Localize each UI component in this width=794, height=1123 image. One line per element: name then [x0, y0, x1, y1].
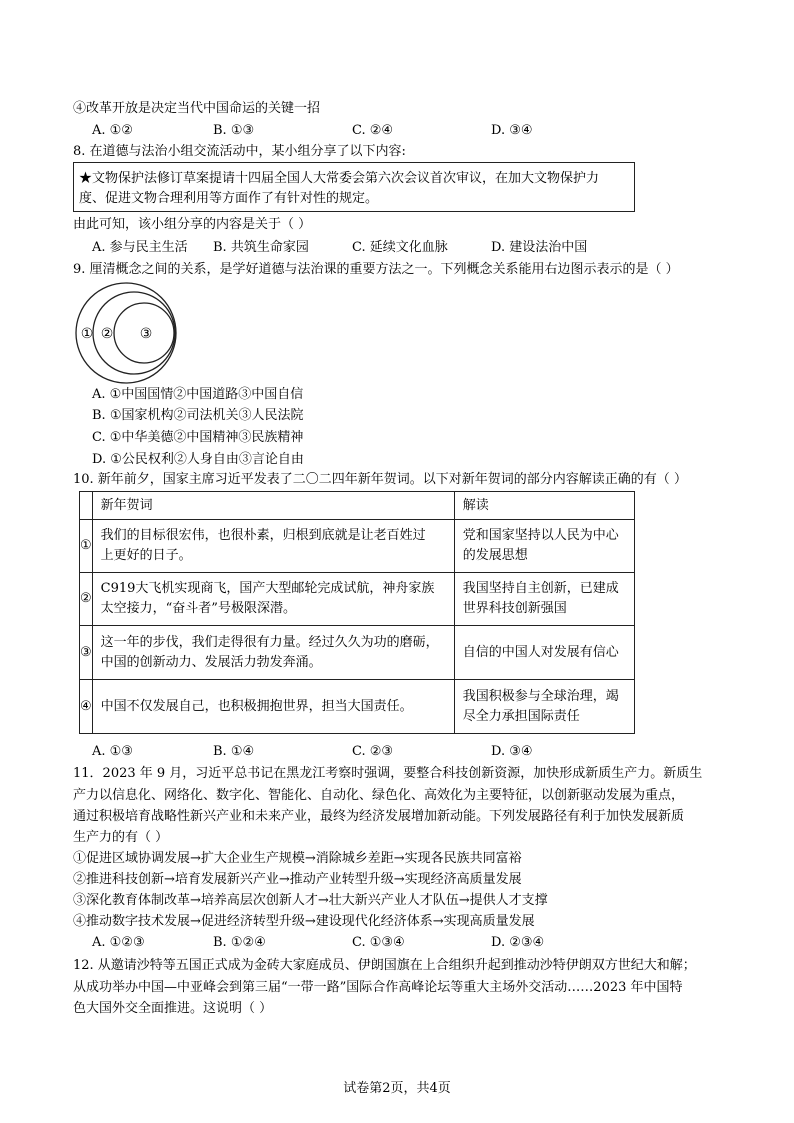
q9-stem: 9. 厘清概念之间的关系，是学好道德与法治课的重要方法之一。下列概念关系能用右边图示表示的是（ ）	[73, 262, 679, 277]
table-row	[80, 573, 635, 626]
q7-option-a: A. ①②	[92, 123, 133, 138]
q9-option-c: C. ①中华美德②中国精神③民族精神	[92, 430, 304, 445]
row-text: C919大飞机实现商飞，国产大型邮轮完成试航，神舟家族	[100, 581, 435, 596]
row-text: 这一年的步伐，我们走得很有力量。经过久久为功的磨砺，	[100, 634, 439, 650]
q9-option-a: A. ①中国国情②中国道路③中国自信	[92, 387, 304, 402]
q8-stem: 8. 在道德与法治小组交流活动中，某小组分享了以下内容:	[73, 144, 406, 159]
q10-option-a: A. ①③	[92, 744, 133, 759]
row-interp: 尽全力承担国际责任	[462, 708, 580, 724]
q8-option-b: B. 共筑生命家园	[213, 240, 309, 255]
q8-option-a: A. 参与民主生活	[92, 240, 188, 255]
row-number: ③	[80, 626, 93, 680]
q11-item3: ③深化教育体制改革→培养高层次创新人才→壮大新兴产业人才队伍→提供人才支撑	[73, 893, 548, 908]
row-interp: 的发展思想	[462, 548, 528, 563]
q11-options	[92, 932, 544, 953]
q11-option-d: D. ②③④	[491, 935, 545, 950]
q7-option-d: D. ③④	[491, 123, 533, 138]
header-interpretation: 解读	[454, 492, 634, 520]
q12-line1: 12. 从邀请沙特等五国正式成为金砖大家庭成员、伊朗国旗在上合组织升起到推动沙特伊朗双方世纪大和解；	[73, 958, 696, 973]
q10-option-c: C. ②③	[352, 744, 394, 759]
q8-option-d: D. 建设法治中国	[491, 240, 588, 255]
q11-item1: ①促进区域协调发展→扩大企业生产规模→消除城乡差距→实现各民族共同富裕	[73, 851, 522, 866]
q8-material-box	[73, 162, 635, 212]
table-row	[80, 680, 635, 734]
q9-option-d: D. ①公民权利②人身自由③言论自由	[92, 452, 304, 467]
row-text: 上更好的日子。	[100, 548, 192, 563]
diagram-label-2: ②	[100, 326, 114, 342]
q10-option-b: B. ①④	[213, 744, 255, 759]
q10-option-d: D. ③④	[491, 744, 533, 759]
q8-option-c: C. 延续文化血脉	[352, 240, 448, 255]
q7-options	[92, 120, 533, 141]
q9-option-b: B. ①国家机构②司法机关③人民法院	[92, 408, 304, 423]
row-text: 中国的创新动力、发展活力勃发奔涌。	[100, 654, 322, 670]
q10-table	[79, 491, 635, 734]
row-interp: 世界科技创新强国	[462, 601, 567, 616]
row-number: ②	[80, 573, 93, 626]
row-interp: 自信的中国人对发展有信心	[462, 644, 619, 660]
q10-options	[92, 741, 533, 762]
q9-concept-diagram	[74, 281, 180, 385]
diagram-label-3: ③	[139, 326, 153, 342]
q7-option-b: B. ①③	[213, 123, 255, 138]
table-row	[80, 520, 635, 573]
q12-line2: 从成功举办中国—中亚峰会到第三届“一带一路”国际合作高峰论坛等重大主场外交活动……2023 年中国特	[73, 980, 683, 995]
header-greeting: 新年贺词	[92, 492, 454, 520]
q11-line1: 11．2023 年 9 月，习近平总书记在黑龙江考察时强调，要整合科技创新资源，加快形成新质生产力。新质生	[73, 766, 703, 781]
row-number: ①	[80, 520, 93, 573]
q7-item4: ④改革开放是决定当代中国命运的关键一招	[73, 101, 321, 116]
q11-option-c: C. ①③④	[352, 935, 405, 950]
q10-stem: 10. 新年前夕，国家主席习近平发表了二〇二四年新年贺词。以下对新年贺词的部分内容解读正确的有（ ）	[73, 472, 687, 487]
q11-item4: ④推动数字技术发展→促进经济转型升级→建设现代化经济体系→实现高质量发展	[73, 914, 535, 929]
q12-line3: 色大国外交全面推进。这说明（ ）	[73, 1001, 273, 1016]
row-text: 太空接力，“奋斗者”号极限深潜。	[100, 601, 296, 616]
diagram-label-1: ①	[80, 326, 94, 342]
q11-line4: 生产力的有（ ）	[73, 830, 169, 845]
q7-option-c: C. ②④	[352, 123, 394, 138]
q8-box-line2: 度、促进文物合理利用等方面作了有针对性的规定。	[79, 191, 379, 206]
q8-after: 由此可知，该小组分享的内容是关于（ ）	[73, 217, 312, 232]
table-row	[80, 626, 635, 680]
q11-line2: 产力以信息化、网络化、数字化、智能化、自动化、绿色化、高效化为主要特征，以创新驱动发展为重点，	[73, 788, 685, 803]
row-interp: 我国坚持自主创新，已建成	[462, 581, 619, 596]
q11-option-a: A. ①②③	[92, 935, 145, 950]
q8-options	[92, 237, 587, 258]
q11-item2: ②推进科技创新→培育发展新兴产业→推动产业转型升级→实现经济高质量发展	[73, 872, 522, 887]
row-number: ④	[80, 680, 93, 734]
q8-box-line1: ★文物保护法修订草案提请十四届全国人大常委会第六次会议首次审议，在加大文物保护力	[79, 171, 600, 186]
row-text: 中国不仅发展自己，也积极拥抱世界，担当大国责任。	[100, 698, 413, 714]
row-interp: 党和国家坚持以人民为中心	[462, 528, 619, 543]
table-header-row	[80, 492, 635, 520]
page-footer: 试卷第2页，共4页	[343, 1081, 451, 1096]
q11-option-b: B. ①②④	[213, 935, 266, 950]
row-text: 我们的目标很宏伟，也很朴素，归根到底就是让老百姓过	[100, 528, 426, 543]
q11-line3: 通过积极培育战略性新兴产业和未来产业，最终为经济发展增加新动能。下列发展路径有利于加快发展新质	[73, 809, 685, 824]
row-interp: 我国积极参与全球治理，竭	[462, 688, 619, 704]
